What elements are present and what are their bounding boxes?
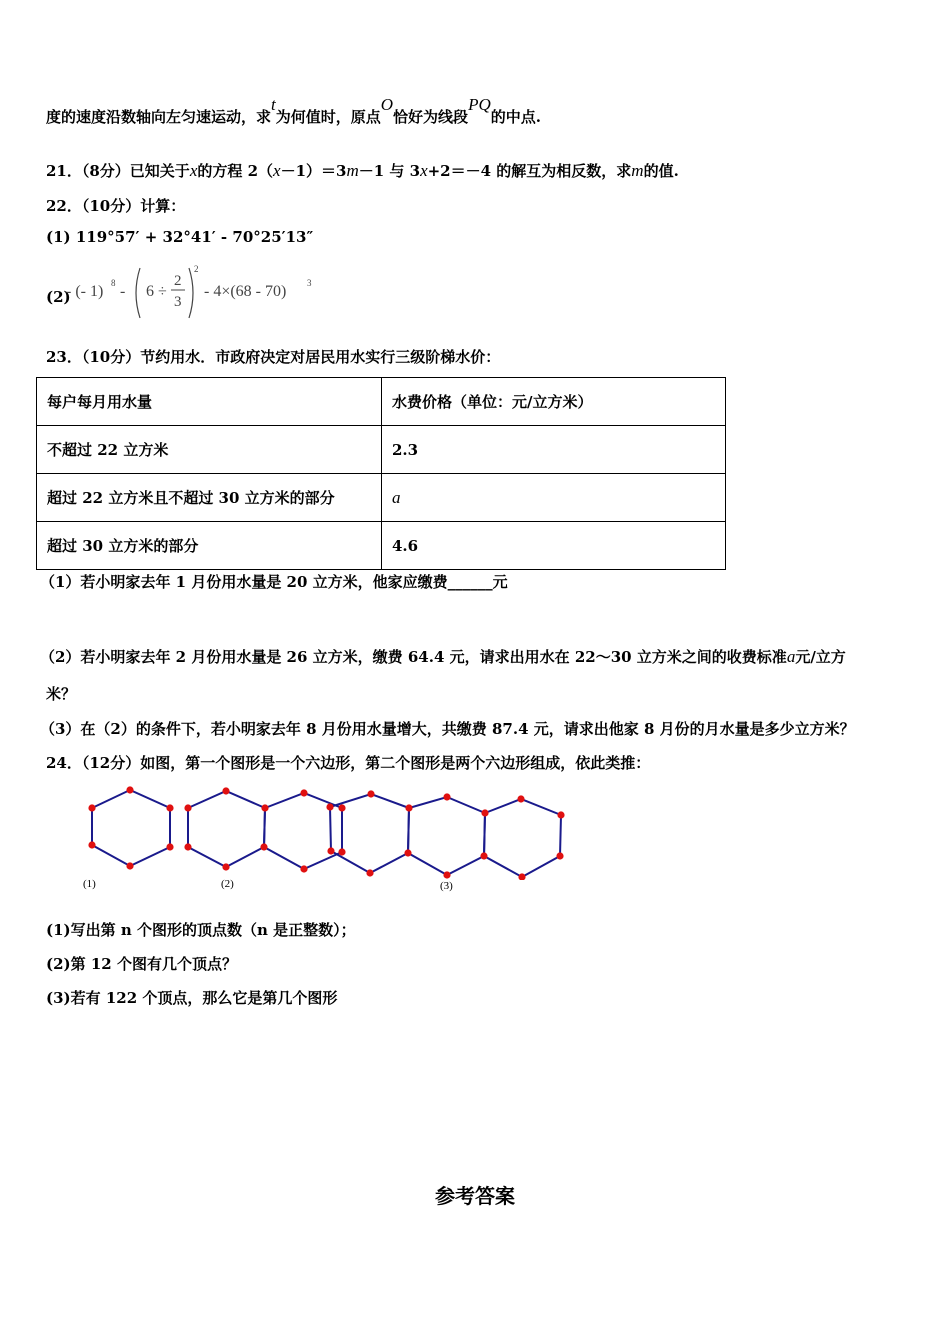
question-23-sub2-cont: 米？ [46, 685, 77, 703]
formula-lead: - (- 1) [66, 283, 104, 300]
table-row [37, 426, 726, 474]
formula-numerator: 2 [174, 273, 182, 289]
table-cell: 超过 22 立方米且不超过 30 立方米的部分 [37, 474, 382, 522]
formula-exp3: 3 [307, 278, 312, 288]
vertex-dot [260, 843, 267, 850]
q21-mid1: 的方程 2（ [197, 162, 274, 180]
vertex-dot [367, 790, 374, 797]
question-23-sub3: （3）在（2）的条件下，若小明家去年 8 月份用水量增大，共缴费 87.4 元，请求出他家 8 月份的月水量是多少立方米？ [40, 720, 855, 738]
question-22-part2-label: (2) [46, 288, 71, 306]
question-24-sub1: (1)写出第 n 个图形的顶点数（n 是正整数）； [46, 921, 356, 939]
q21-suffix: 的值. [643, 162, 679, 180]
vertex-dot [557, 811, 564, 818]
q21-mid3: －1 与 3 [358, 162, 421, 180]
q21-prefix: 21．（8分）已知关于 [46, 162, 190, 180]
formula-six-div: 6 ÷ [146, 283, 167, 300]
vertex-dot [184, 804, 191, 811]
var-x: x [420, 161, 428, 180]
q20-tail-line [46, 95, 541, 127]
formula-exp2: 2 [194, 264, 199, 274]
question-21 [46, 160, 679, 181]
answer-section-title: 参考答案 [435, 1184, 515, 1208]
vertex-dot [338, 804, 345, 811]
vertex-dot [443, 871, 450, 878]
hexagon [484, 799, 561, 877]
question-23-title: 23．（10分）节约用水．市政府决定对居民用水实行三级阶梯水价： [46, 348, 501, 366]
hexagon-edges [92, 790, 561, 877]
var-a: a [786, 647, 796, 666]
formula-dash: - [120, 283, 126, 300]
figure-caption-3: (3) [440, 880, 453, 892]
table-cell: 4.6 [382, 522, 726, 570]
vertex-dot [518, 873, 525, 880]
vertex-dot [88, 804, 95, 811]
q20-text-3: 恰好为线段 [393, 108, 469, 126]
var-m: m [631, 161, 644, 180]
vertex-dot [222, 787, 229, 794]
vertex-dot [327, 847, 334, 854]
table-cell: 2.3 [382, 426, 726, 474]
hexagon [92, 790, 170, 866]
hexagon [188, 791, 265, 867]
left-paren [136, 268, 140, 318]
question-23-sub2 [40, 646, 846, 667]
vertex-dot [126, 862, 133, 869]
table-row [37, 522, 726, 570]
vertex-dot [326, 803, 333, 810]
vertex-dot [556, 852, 563, 859]
vertex-dot [126, 786, 133, 793]
vertex-dot [405, 804, 412, 811]
table-cell: 超过 30 立方米的部分 [37, 522, 382, 570]
q21-mid4: +2＝－4 的解互为相反数，求 [427, 162, 632, 180]
figure-caption-1: (1) [83, 878, 96, 890]
question-22-title: 22．（10分）计算： [46, 197, 186, 215]
vertex-dot [481, 809, 488, 816]
water-price-table [36, 377, 726, 570]
vertex-dot [300, 789, 307, 796]
var-m: m [346, 161, 359, 180]
question-24-sub3: (3)若有 122 个顶点，那么它是第几个图形 [46, 989, 338, 1007]
question-23-sub1: （1）若小明家去年 1 月份用水量是 20 立方米，他家应缴费______元 [40, 573, 508, 591]
hexagon-figures [40, 780, 580, 880]
hexagon-vertices [88, 786, 564, 880]
q21-mid2: －1）＝3 [280, 162, 347, 180]
var-t: t [271, 95, 276, 114]
vertex-dot [480, 852, 487, 859]
q23-s2-unit: 元/立方 [795, 648, 846, 666]
table-cell [382, 474, 726, 522]
table-row [37, 378, 726, 426]
var-x: x [189, 161, 198, 180]
vertex-dot [300, 865, 307, 872]
vertex-dot [166, 804, 173, 811]
formula-denominator: 3 [174, 294, 182, 310]
q20-text-4: 的中点. [490, 108, 541, 126]
formula-tail: - 4×(68 - 70) [204, 283, 287, 300]
var-O: O [380, 95, 394, 114]
vertex-dot [338, 848, 345, 855]
vertex-dot [88, 841, 95, 848]
vertex-dot [184, 843, 191, 850]
figure-caption-2: (2) [221, 878, 234, 890]
vertex-dot [404, 849, 411, 856]
question-22-part1: (1) 119°57′ + 32°41′ - 70°25′13″ [46, 228, 314, 246]
right-paren [189, 268, 193, 318]
vertex-dot [222, 863, 229, 870]
vertex-dot [166, 843, 173, 850]
q23-s2-text: （2）若小明家去年 2 月份用水量是 26 立方米，缴费 64.4 元，请求出用水在 22～30 立方米之间的收费标准 [40, 648, 787, 666]
table-cell: 水费价格（单位：元/立方米） [382, 378, 726, 426]
vertex-dot [261, 804, 268, 811]
question-24-sub2: (2)第 12 个图有几个顶点？ [46, 955, 237, 973]
question-24-title: 24．（12分）如图，第一个图形是一个六边形，第二个图形是两个六边形组成，依此类推： [46, 754, 651, 772]
table-row [37, 474, 726, 522]
q22-formula [66, 262, 366, 322]
q20-text-1: 度的速度沿数轴向左匀速运动，求 [46, 108, 272, 126]
vertex-dot [517, 795, 524, 802]
formula-exp8: 8 [111, 278, 116, 288]
var-x: x [273, 161, 281, 180]
vertex-dot [366, 869, 373, 876]
q20-text-2: 为何值时，原点 [275, 108, 381, 126]
table-cell: 每户每月用水量 [37, 378, 382, 426]
var-a: a [392, 487, 401, 507]
var-PQ: PQ [468, 95, 491, 114]
table-cell: 不超过 22 立方米 [37, 426, 382, 474]
vertex-dot [443, 793, 450, 800]
hexagon [408, 797, 485, 875]
